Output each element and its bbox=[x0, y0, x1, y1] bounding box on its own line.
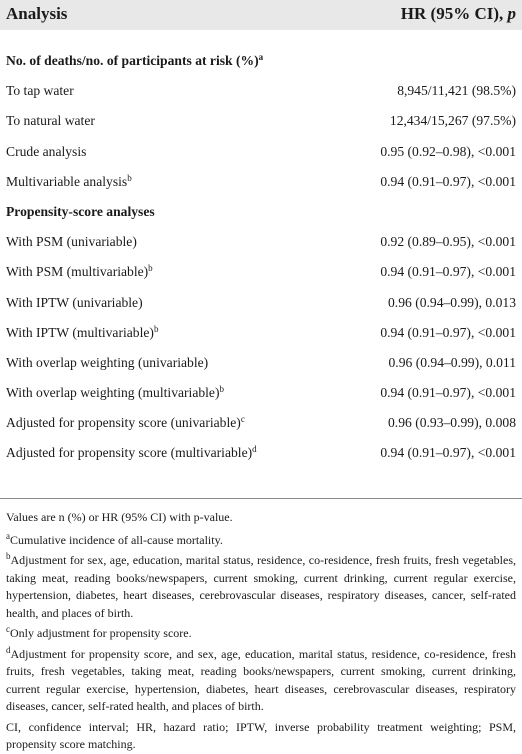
footnote-a-marker: a bbox=[6, 530, 10, 541]
table-body bbox=[0, 46, 522, 469]
row-value: 0.92 (0.89–0.95), <0.001 bbox=[380, 234, 516, 250]
table-row bbox=[0, 257, 522, 287]
row-value: 0.94 (0.91–0.97), <0.001 bbox=[380, 264, 516, 280]
row-label-text: With PSM (univariable) bbox=[6, 234, 137, 250]
table-row bbox=[0, 288, 522, 318]
row-footnote-marker: b bbox=[127, 172, 132, 183]
row-label bbox=[6, 197, 155, 227]
footnote-values: Values are n (%) or HR (95% CI) with p-value. bbox=[6, 510, 233, 524]
footnote-c bbox=[6, 625, 516, 643]
row-label bbox=[6, 167, 132, 197]
table-header bbox=[0, 0, 522, 30]
row-label-text: No. of deaths/no. of participants at risk (%) bbox=[6, 53, 259, 68]
row-footnote-marker: d bbox=[252, 444, 257, 455]
table-bottom-rule bbox=[0, 498, 522, 499]
footnote-b bbox=[6, 552, 516, 622]
row-value: 0.96 (0.94–0.99), 0.013 bbox=[388, 294, 516, 310]
row-label bbox=[6, 257, 153, 287]
row-label-text: Adjusted for propensity score (univariable) bbox=[6, 415, 241, 431]
row-label bbox=[6, 378, 224, 408]
row-label-text: Adjusted for propensity score (multivariable) bbox=[6, 445, 253, 461]
row-label bbox=[6, 137, 86, 167]
footnote-b-text: Adjustment for sex, age, education, marital status, residence, co-residence, fresh fruits, fresh vegetables, taking meat, reading books/newspapers, current smoking, current drinking, current regular exercise, hypertension, diabetes, heart diseases, cerebrovascular diseases, respiratory diseases, cancer, self-rated health, and places of birth. bbox=[6, 553, 516, 620]
footnote-c-marker: c bbox=[6, 624, 10, 634]
header-p-label: p bbox=[507, 4, 516, 23]
row-label-text: To tap water bbox=[6, 83, 74, 99]
row-value: 0.94 (0.91–0.97), <0.001 bbox=[380, 445, 516, 461]
row-label bbox=[6, 46, 263, 76]
row-label-text: Propensity-score analyses bbox=[6, 203, 155, 219]
row-footnote-marker: b bbox=[148, 263, 153, 274]
table-row bbox=[0, 408, 522, 438]
row-label-text: With IPTW (univariable) bbox=[6, 294, 143, 310]
row-label bbox=[6, 76, 74, 106]
row-label-text: With overlap weighting (multivariable) bbox=[6, 385, 220, 401]
footnote-c-text: Only adjustment for propensity score. bbox=[10, 626, 192, 640]
row-label bbox=[6, 408, 245, 438]
row-value: 0.94 (0.91–0.97), <0.001 bbox=[380, 173, 516, 189]
row-footnote-marker: b bbox=[219, 384, 224, 395]
footnote-d bbox=[6, 646, 516, 716]
row-value: 8,945/11,421 (98.5%) bbox=[397, 83, 516, 99]
footnote-d-marker: d bbox=[6, 644, 11, 655]
row-footnote-marker: a bbox=[258, 52, 264, 62]
row-footnote-marker: c bbox=[240, 414, 245, 425]
row-label-text: With IPTW (multivariable) bbox=[6, 324, 154, 340]
section-row bbox=[0, 197, 522, 227]
row-value: 0.94 (0.91–0.97), <0.001 bbox=[380, 324, 516, 340]
footnote-abbreviations: CI, confidence interval; HR, hazard ratio; IPTW, inverse probability treatment weighting; PSM, propensity score matching. bbox=[6, 719, 516, 751]
row-footnote-marker: b bbox=[153, 323, 159, 334]
table-row bbox=[0, 438, 522, 468]
table-row bbox=[0, 348, 522, 378]
table-footnotes bbox=[6, 509, 516, 754]
row-label bbox=[6, 106, 95, 136]
row-label-text: Crude analysis bbox=[6, 143, 87, 159]
row-value: 0.96 (0.94–0.99), 0.011 bbox=[388, 354, 516, 370]
row-label-text: With PSM (multivariable) bbox=[6, 264, 149, 280]
row-label bbox=[6, 227, 137, 257]
section-row bbox=[0, 46, 522, 76]
table-row bbox=[0, 318, 522, 348]
table-row bbox=[0, 167, 522, 197]
header-hr bbox=[401, 4, 516, 24]
footnote-b-marker: b bbox=[6, 551, 11, 561]
footnote-a-text: Cumulative incidence of all-cause mortality. bbox=[10, 532, 223, 547]
table-row bbox=[0, 227, 522, 257]
row-label bbox=[6, 348, 208, 378]
row-value: 12,434/15,267 (97.5%) bbox=[389, 113, 516, 129]
table-row bbox=[0, 106, 522, 136]
row-value: 0.94 (0.91–0.97), <0.001 bbox=[380, 385, 516, 401]
footnote-a bbox=[6, 532, 516, 550]
table-row bbox=[0, 76, 522, 106]
header-hr-label: HR (95% CI), bbox=[400, 4, 508, 23]
row-label-text: To natural water bbox=[6, 113, 95, 129]
table-row bbox=[0, 137, 522, 167]
header-analysis: Analysis bbox=[6, 4, 68, 23]
row-label bbox=[6, 288, 143, 318]
row-label-text: Multivariable analysis bbox=[6, 173, 128, 189]
table-row bbox=[0, 378, 522, 408]
row-label bbox=[6, 438, 257, 468]
row-label-text: With overlap weighting (univariable) bbox=[6, 354, 209, 370]
row-label bbox=[6, 318, 158, 348]
footnote-d-text: Adjustment for propensity score, and sex, age, education, marital status, residence, co-residence, fresh fruits, fresh vegetables, taking meat, reading books/newspapers, current smoking, current drinking, current regular exercise, hypertension, diabetes, heart diseases, cerebrovascular diseases, respiratory diseases, cancer, self-rated health, and places of birth. bbox=[6, 646, 516, 713]
row-value: 0.96 (0.93–0.99), 0.008 bbox=[388, 415, 516, 431]
row-value: 0.95 (0.92–0.98), <0.001 bbox=[380, 143, 516, 159]
